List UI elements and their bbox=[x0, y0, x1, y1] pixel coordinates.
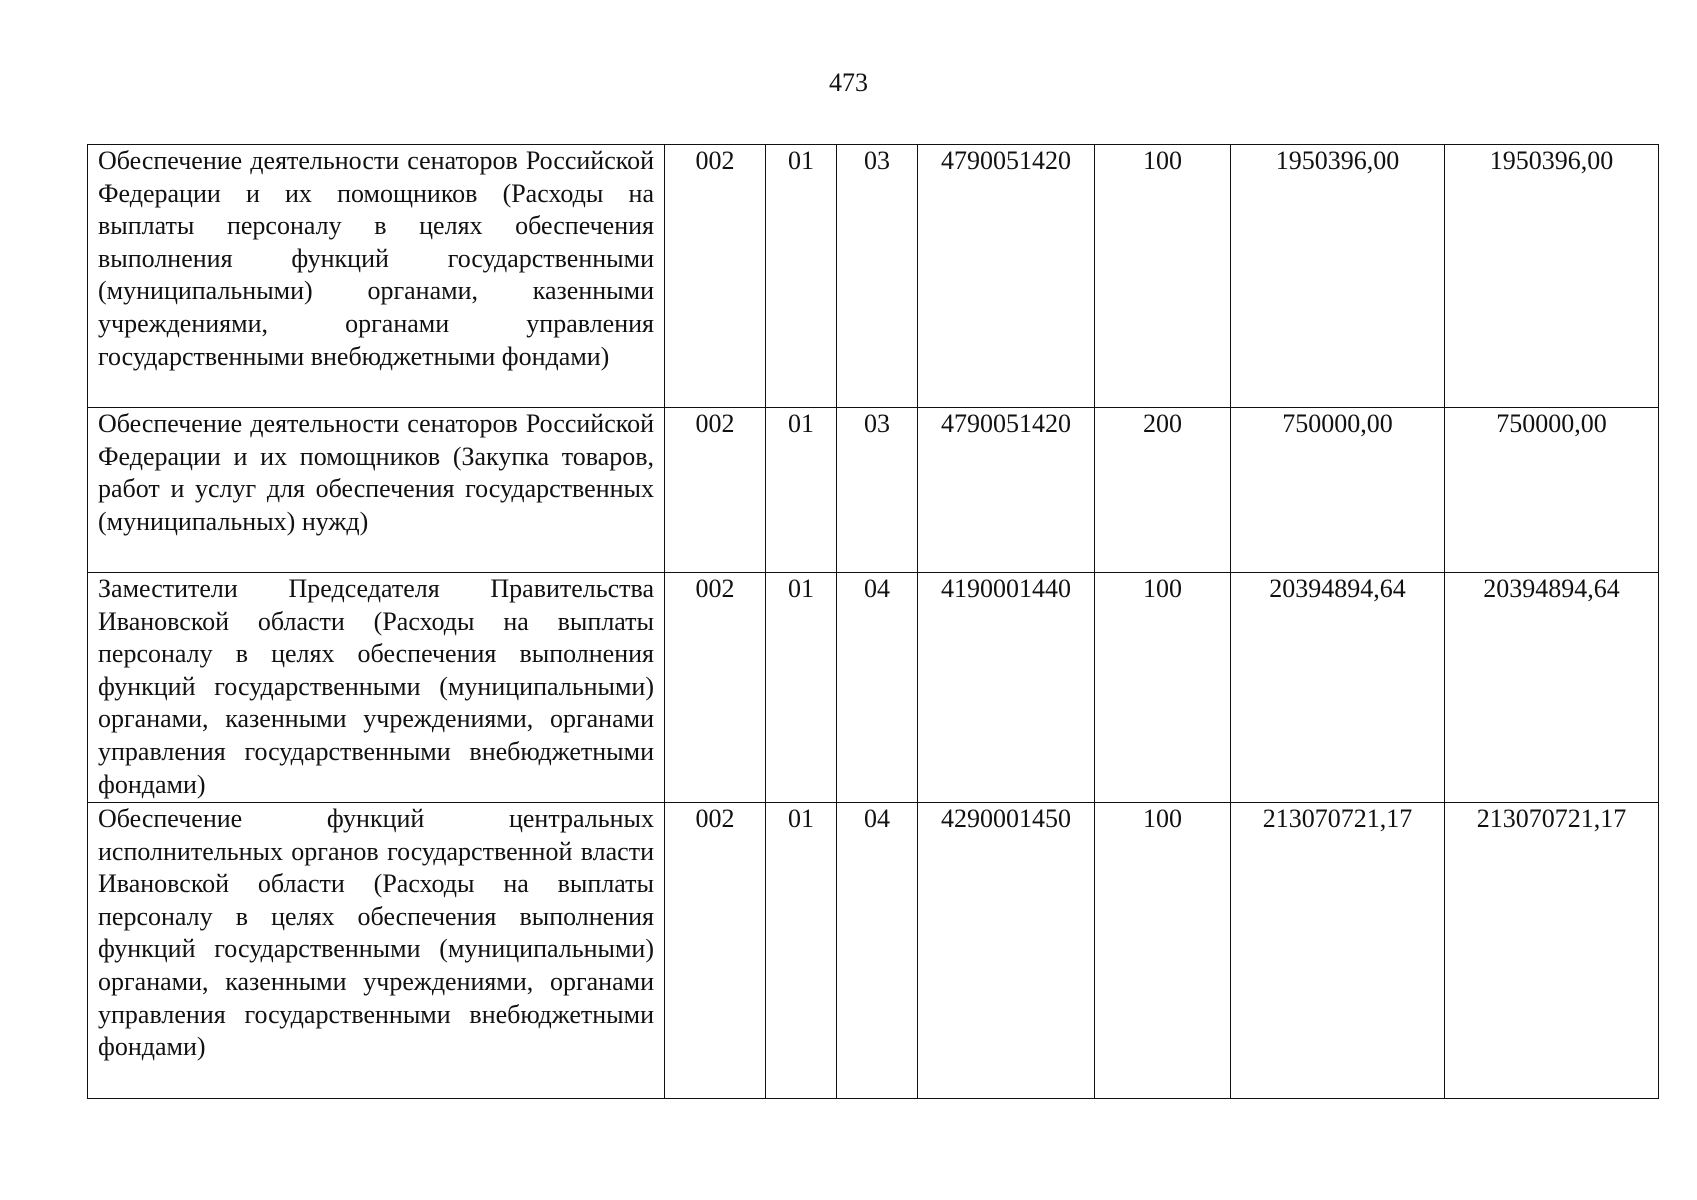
row-description: Заместители Председателя Правительства Ивановской области (Расходы на выплаты персоналу в целях обеспечения выполнения функций государственными (муниципальными) органами, казенными учреждениями, органами управления государственными внебюджетными фондами) bbox=[88, 573, 665, 803]
section-code: 01 bbox=[766, 803, 837, 1099]
subsection-code: 03 bbox=[837, 408, 918, 573]
ministry-code: 002 bbox=[665, 145, 766, 408]
ministry-code: 002 bbox=[665, 803, 766, 1099]
expense-type-code: 200 bbox=[1095, 408, 1231, 573]
expense-type-code: 100 bbox=[1095, 803, 1231, 1099]
ministry-code: 002 bbox=[665, 408, 766, 573]
expense-type-code: 100 bbox=[1095, 573, 1231, 803]
amount-year-1: 20394894,64 bbox=[1231, 573, 1445, 803]
amount-year-2: 750000,00 bbox=[1445, 408, 1659, 573]
amount-year-2: 1950396,00 bbox=[1445, 145, 1659, 408]
section-code: 01 bbox=[766, 573, 837, 803]
ministry-code: 002 bbox=[665, 573, 766, 803]
table-row bbox=[88, 145, 1659, 408]
page-number: 473 bbox=[829, 68, 868, 97]
amount-year-1: 213070721,17 bbox=[1231, 803, 1445, 1099]
row-description: Обеспечение функций центральных исполнительных органов государственной власти Ивановской области (Расходы на выплаты персоналу в целях обеспечения выполнения функций государственными (муниципальными) органами, казенными учреждениями, органами управления государственными внебюджетными фондами) bbox=[88, 803, 665, 1099]
target-article-code: 4290001450 bbox=[918, 803, 1095, 1099]
section-code: 01 bbox=[766, 408, 837, 573]
target-article-code: 4190001440 bbox=[918, 573, 1095, 803]
subsection-code: 04 bbox=[837, 803, 918, 1099]
table-row bbox=[88, 408, 1659, 573]
subsection-code: 04 bbox=[837, 573, 918, 803]
amount-year-1: 1950396,00 bbox=[1231, 145, 1445, 408]
amount-year-2: 20394894,64 bbox=[1445, 573, 1659, 803]
subsection-code: 03 bbox=[837, 145, 918, 408]
target-article-code: 4790051420 bbox=[918, 145, 1095, 408]
table-row bbox=[88, 573, 1659, 803]
section-code: 01 bbox=[766, 145, 837, 408]
target-article-code: 4790051420 bbox=[918, 408, 1095, 573]
row-description: Обеспечение деятельности сенаторов Российской Федерации и их помощников (Расходы на выплаты персоналу в целях обеспечения выполнения функций государственными (муниципальными) органами, казенными учреждениями, органами управления государственными внебюджетными фондами) bbox=[88, 145, 665, 408]
row-description: Обеспечение деятельности сенаторов Российской Федерации и их помощников (Закупка товаров, работ и услуг для обеспечения государственных (муниципальных) нужд) bbox=[88, 408, 665, 573]
budget-table bbox=[87, 144, 1659, 1099]
amount-year-1: 750000,00 bbox=[1231, 408, 1445, 573]
table-row bbox=[88, 803, 1659, 1099]
expense-type-code: 100 bbox=[1095, 145, 1231, 408]
amount-year-2: 213070721,17 bbox=[1445, 803, 1659, 1099]
